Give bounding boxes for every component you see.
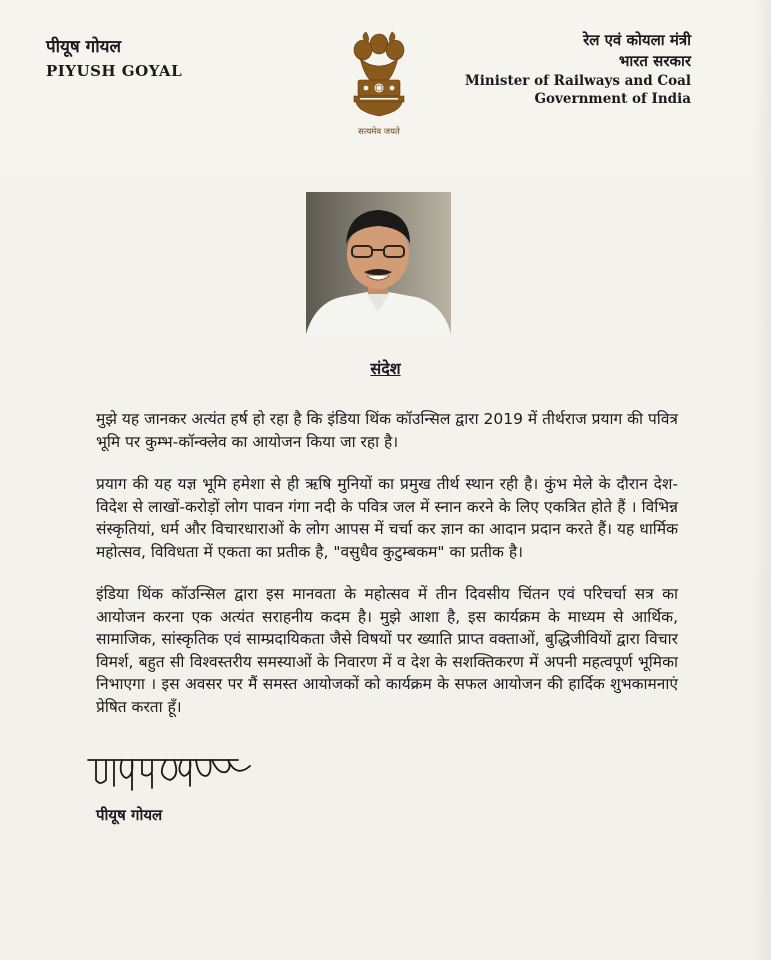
letter-heading — [0, 357, 771, 379]
paragraph-2: प्रयाग की यह यज्ञ भूमि हमेशा से ही ऋषि मुनियों का प्रमुख तीर्थ स्थान रही है। कुंभ मेले के दौरान देश-विदेश से लाखों-करोड़ों लोग पावन गंगा नदी के पवित्र जल में स्नान करने के लिए एकत्रित होते हैं । विभिन्न संस्कृतियां, धर्म और विचारधाराओं के लोग आपस में चर्चा कर ज्ञान का आदान प्रदान करते हैं। यह धार्मिक महोत्सव, विविधता में एकता का प्रतीक है, "वसुधैव कुटुम्बकम" का प्रतीक है। — [96, 475, 678, 561]
paragraph-1: मुझे यह जानकर अत्यंत हर्ष हो रहा है कि इंडिया थिंक कॉउन्सिल द्वारा 2019 में तीर्थराज प्रयाग की पवित्र भूमि पर कुम्भ-कॉन्क्लेव का आयोजन किया जा रहा है। — [96, 410, 678, 451]
ministry-title-english-line1: Minister of Railways and Coal — [464, 73, 691, 89]
handwritten-signature — [84, 742, 254, 794]
paragraph-3: इंडिया थिंक कॉउन्सिल द्वारा इस मानवता के महोत्सव में तीन दिवसीय चिंतन एवं परिचर्चा सत्र का आयोजन करना एक अत्यंत सराहनीय कदम है। मुझे आशा है, इस कार्यक्रम के माध्यम से आर्थिक, सामाजिक, सांस्कृतिक एवं साम्प्रदायिकता जैसे विषयों पर ख्याति प्राप्त वक्ताओं, बुद्धिजीवियों द्वारा विचार विमर्श, बहुत सी विश्वस्तरीय समस्याओं के निवारण में व देश के सशक्तिकरण में अपनी महत्वपूर्ण भूमिका निभाएगा । इस अवसर पर मैं समस्त आयोजकों को कार्यक्रम के सफल आयोजन की हार्दिक शुभकामनाएं प्रेषित करता हूँ। — [96, 585, 678, 716]
page-edge-shadow — [753, 0, 771, 960]
sender-name-hindi: पीयूष गोयल — [46, 37, 122, 57]
national-emblem-icon — [346, 28, 412, 140]
ministry-title-hindi-line1: रेल एवं कोयला मंत्री — [583, 31, 691, 49]
ministry-title-english-line2: Government of India — [534, 91, 691, 107]
portrait-photo — [306, 192, 451, 334]
letter-body — [96, 408, 678, 738]
sender-name-english: PIYUSH GOYAL — [46, 62, 183, 80]
ministry-title-hindi-line2: भारत सरकार — [618, 52, 691, 70]
signatory-name: पीयूष गोयल — [96, 806, 163, 824]
emblem-motto: सत्यमेव जयते — [358, 127, 400, 137]
heading-text: संदेश — [370, 359, 401, 378]
ministry-title — [465, 30, 691, 108]
